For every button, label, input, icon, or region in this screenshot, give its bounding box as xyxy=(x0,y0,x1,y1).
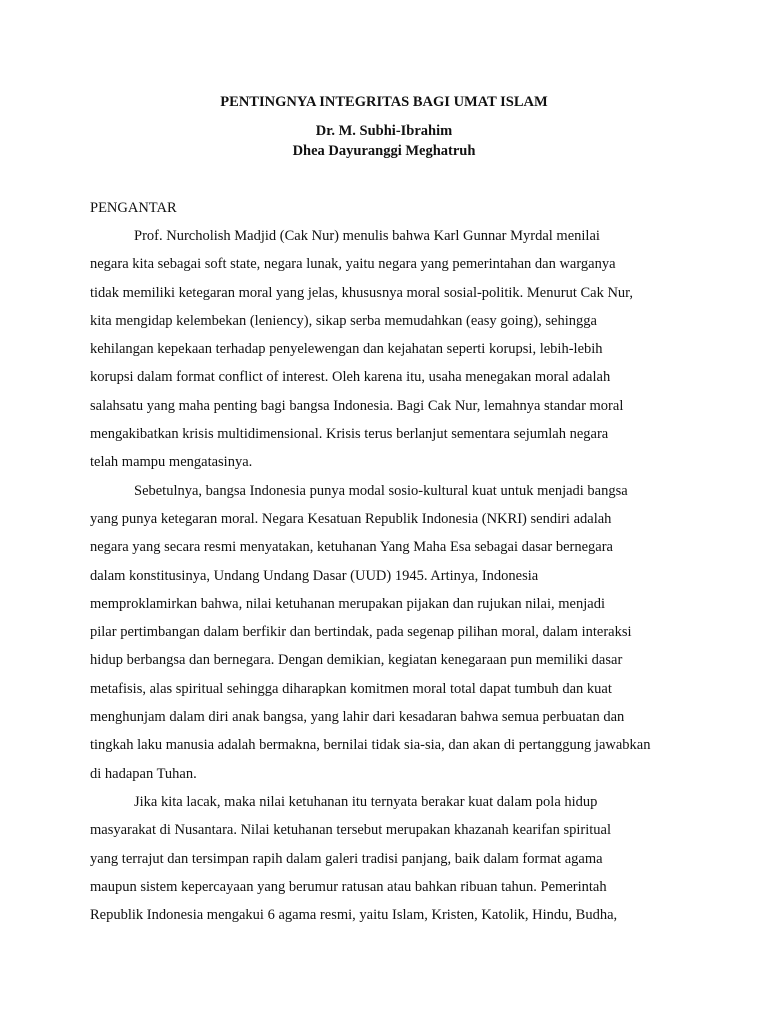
text-line: hidup berbangsa dan bernegara. Dengan demikian, kegiatan kenegaraan pun memiliki dasar xyxy=(90,652,623,669)
text-line: menghunjam dalam diri anak bangsa, yang lahir dari kesadaran bahwa semua perbuatan dan xyxy=(90,709,625,726)
text-line: negara kita sebagai soft state, negara lunak, yaitu negara yang pemerintahan dan warganya xyxy=(90,256,616,273)
text-line: telah mampu mengatasinya. xyxy=(90,454,253,471)
text-line: metafisis, alas spiritual sehingga diharapkan komitmen moral total dapat tumbuh dan kuat xyxy=(90,680,612,697)
text-line: kehilangan kepekaan terhadap penyelewengan dan kejahatan seperti korupsi, lebih-lebih xyxy=(90,341,603,358)
text-line: negara yang secara resmi menyatakan, ketuhanan Yang Maha Esa sebagai dasar bernegara xyxy=(90,539,613,556)
text-line: Sebetulnya, bangsa Indonesia punya modal sosio-kultural kuat untuk menjadi bangsa xyxy=(134,482,628,499)
text-line: salahsatu yang maha penting bagi bangsa Indonesia. Bagi Cak Nur, lemahnya standar moral xyxy=(90,397,624,414)
document-title: PENTINGNYA INTEGRITAS BAGI UMAT ISLAM xyxy=(220,94,548,110)
author-name: Dr. M. Subhi-Ibrahim xyxy=(315,123,453,139)
text-line: korupsi dalam format conflict of interest. Oleh karena itu, usaha menegakan moral adalah xyxy=(90,369,611,386)
text-line: yang punya ketegaran moral. Negara Kesatuan Republik Indonesia (NKRI) sendiri adalah xyxy=(90,510,612,527)
text-line: dalam konstitusinya, Undang Undang Dasar (UUD) 1945. Artinya, Indonesia xyxy=(90,567,539,584)
body-text xyxy=(90,227,690,934)
author-name: Dhea Dayuranggi Meghatruh xyxy=(292,143,476,159)
text-line: maupun sistem kepercayaan yang berumur ratusan atau bahkan ribuan tahun. Pemerintah xyxy=(90,878,607,895)
text-line: kita mengidap kelembekan (leniency), sikap serba memudahkan (easy going), sehingga xyxy=(90,312,597,329)
text-line: Prof. Nurcholish Madjid (Cak Nur) menulis bahwa Karl Gunnar Myrdal menilai xyxy=(134,228,600,244)
text-line: tidak memiliki ketegaran moral yang jelas, khususnya moral sosial-politik. Menurut Cak Nur, xyxy=(90,284,634,301)
text-line: Jika kita lacak, maka nilai ketuhanan itu ternyata berakar kuat dalam pola hidup xyxy=(134,793,598,810)
text-line: mengakibatkan krisis multidimensional. Krisis terus berlanjut sementara sejumlah negara xyxy=(90,426,609,443)
text-line: masyarakat di Nusantara. Nilai ketuhanan tersebut merupakan khazanah kearifan spiritual xyxy=(90,822,611,839)
text-line: memproklamirkan bahwa, nilai ketuhanan merupakan pijakan dan rujukan nilai, menjadi xyxy=(90,595,605,612)
text-line: tingkah laku manusia adalah bermakna, bernilai tidak sia-sia, dan akan di pertanggung jawabkan xyxy=(90,737,651,754)
text-line: yang terrajut dan tersimpan rapih dalam galeri tradisi panjang, baik dalam format agama xyxy=(90,850,603,867)
section-heading: PENGANTAR xyxy=(90,200,177,216)
text-line: pilar pertimbangan dalam berfikir dan bertindak, pada segenap pilihan moral, dalam interaksi xyxy=(90,624,632,641)
text-line: di hadapan Tuhan. xyxy=(90,765,197,782)
text-line: Republik Indonesia mengakui 6 agama resmi, yaitu Islam, Kristen, Katolik, Hindu, Budha, xyxy=(90,907,618,924)
